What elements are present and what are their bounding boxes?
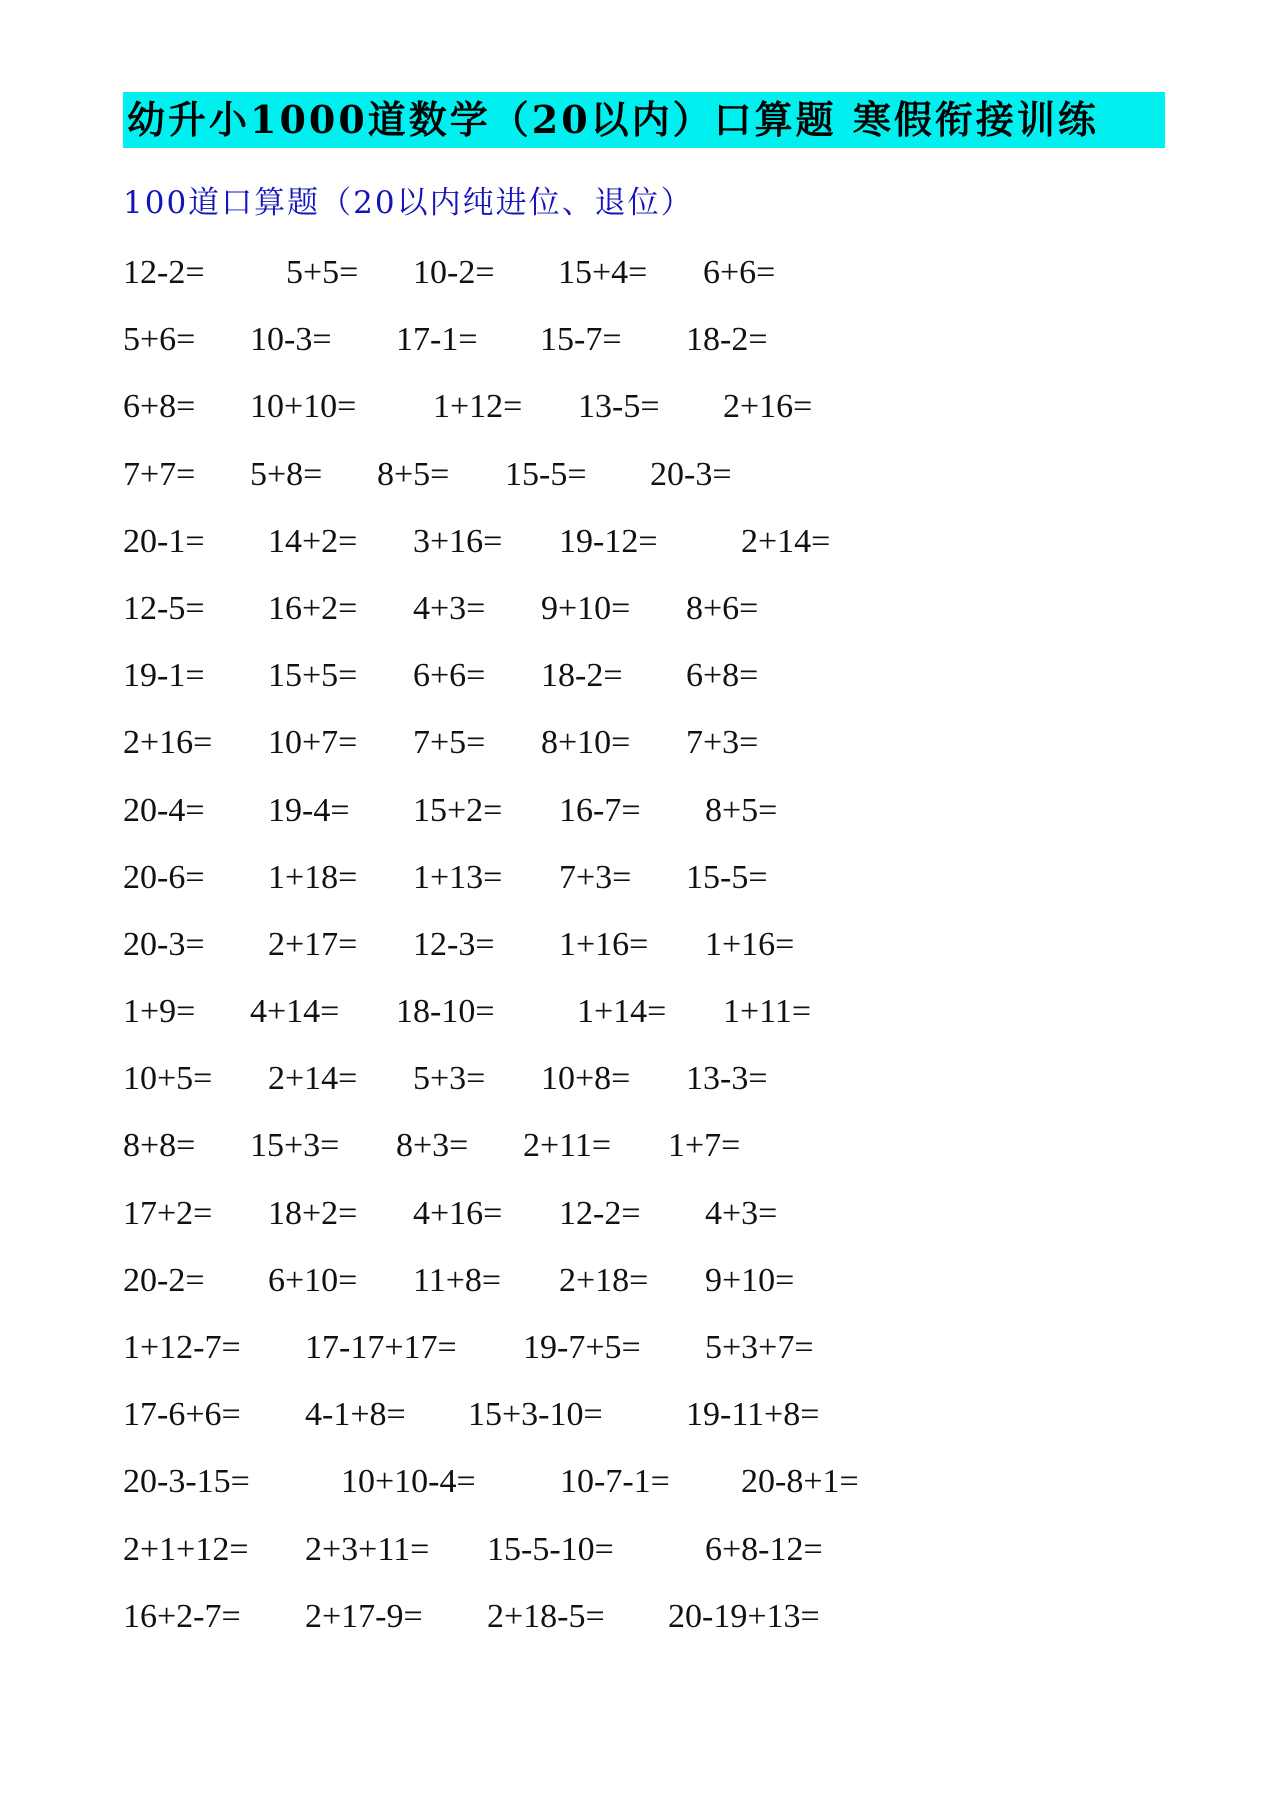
problem-row	[123, 1462, 1183, 1529]
problem-item: 13-3=	[686, 1060, 768, 1098]
section-subtitle: 100道口算题（20以内纯进位、退位）	[123, 185, 694, 221]
problem-row	[123, 455, 1183, 522]
problem-item: 17-17+17=	[305, 1329, 457, 1366]
problem-row	[123, 1059, 1183, 1126]
problem-row	[123, 320, 1183, 387]
problem-item: 6+8-12=	[705, 1530, 823, 1568]
problem-item: 5+5=	[286, 254, 359, 291]
problem-item: 12-3=	[413, 925, 495, 963]
problem-list	[123, 253, 1183, 1664]
problem-row	[123, 387, 1183, 454]
problem-row	[123, 253, 1183, 320]
problem-item: 19-4=	[268, 791, 350, 829]
problem-item: 2+17-9=	[305, 1597, 423, 1635]
problem-item: 15-5=	[505, 455, 587, 493]
problem-item: 4+3=	[413, 589, 486, 627]
problem-item: 18-10=	[396, 993, 495, 1031]
problem-item: 6+6=	[703, 254, 776, 291]
problem-item: 10+10=	[250, 388, 357, 426]
problem-item: 11+8=	[413, 1261, 502, 1299]
problem-row	[123, 1328, 1183, 1395]
problem-item: 4+14=	[250, 993, 340, 1031]
problem-item: 2+16=	[723, 388, 813, 426]
problem-item: 20-1=	[123, 522, 205, 560]
problem-row	[123, 723, 1183, 790]
problem-item: 4+3=	[705, 1194, 778, 1232]
problem-item: 7+3=	[686, 724, 759, 762]
problem-item: 1+7=	[668, 1127, 741, 1165]
problem-item: 2+18=	[559, 1261, 649, 1299]
problem-item: 2+14=	[268, 1060, 358, 1098]
problem-item: 19-7+5=	[523, 1329, 641, 1366]
problem-item: 17-6+6=	[123, 1396, 241, 1434]
problem-item: 1+13=	[413, 858, 503, 896]
problem-row	[123, 791, 1183, 858]
problem-item: 16+2=	[268, 589, 358, 627]
problem-row	[123, 589, 1183, 656]
problem-row	[123, 522, 1183, 589]
problem-item: 10+7=	[268, 724, 358, 762]
problem-item: 8+5=	[377, 455, 450, 493]
problem-item: 19-12=	[559, 522, 658, 560]
problem-item: 15+3=	[250, 1127, 340, 1165]
problem-item: 20-19+13=	[668, 1597, 820, 1635]
problem-item: 13-5=	[578, 388, 660, 426]
problem-item: 15+4=	[558, 254, 648, 291]
problem-item: 20-3=	[123, 925, 205, 963]
problem-item: 7+7=	[123, 455, 196, 493]
problem-item: 17+2=	[123, 1194, 213, 1232]
problem-item: 10-7-1=	[560, 1463, 670, 1501]
problem-item: 4+16=	[413, 1194, 503, 1232]
problem-row	[123, 858, 1183, 925]
problem-item: 15+2=	[413, 791, 503, 829]
problem-item: 6+8=	[686, 657, 759, 695]
problem-item: 17-1=	[396, 321, 478, 359]
problem-item: 16-7=	[559, 791, 641, 829]
problem-item: 18-2=	[541, 657, 623, 695]
problem-item: 20-3=	[650, 455, 732, 493]
problem-item: 8+5=	[705, 791, 778, 829]
problem-row	[123, 925, 1183, 992]
problem-item: 15+5=	[268, 657, 358, 695]
problem-row	[123, 992, 1183, 1059]
problem-item: 12-2=	[559, 1194, 641, 1232]
problem-item: 15-5-10=	[487, 1530, 614, 1568]
problem-item: 5+3+7=	[705, 1329, 814, 1366]
problem-item: 2+18-5=	[487, 1597, 605, 1635]
problem-item: 20-6=	[123, 858, 205, 896]
problem-item: 8+3=	[396, 1127, 469, 1165]
problem-item: 10+5=	[123, 1060, 213, 1098]
problem-item: 7+3=	[559, 858, 632, 896]
problem-item: 1+18=	[268, 858, 358, 896]
problem-item: 8+10=	[541, 724, 631, 762]
problem-item: 2+3+11=	[305, 1530, 430, 1568]
problem-item: 8+6=	[686, 589, 759, 627]
problem-item: 6+8=	[123, 388, 196, 426]
problem-item: 6+10=	[268, 1261, 358, 1299]
problem-item: 10-3=	[250, 321, 332, 359]
problem-item: 6+6=	[413, 657, 486, 695]
problem-item: 3+16=	[413, 522, 503, 560]
problem-item: 4-1+8=	[305, 1396, 406, 1434]
problem-item: 2+1+12=	[123, 1530, 249, 1568]
problem-item: 19-1=	[123, 657, 205, 695]
problem-item: 10+10-4=	[341, 1463, 476, 1501]
problem-item: 2+14=	[741, 522, 831, 560]
problem-item: 2+17=	[268, 925, 358, 963]
problem-item: 1+12=	[433, 388, 523, 426]
problem-item: 18-2=	[686, 321, 768, 359]
problem-item: 1+11=	[723, 993, 812, 1031]
problem-item: 2+11=	[523, 1127, 612, 1165]
problem-item: 9+10=	[705, 1261, 795, 1299]
problem-row	[123, 656, 1183, 723]
problem-item: 15-7=	[540, 321, 622, 359]
problem-item: 18+2=	[268, 1194, 358, 1232]
problem-item: 5+6=	[123, 321, 196, 359]
problem-row	[123, 1597, 1183, 1664]
page-title: 幼升小1000道数学（20以内）口算题 寒假衔接训练	[127, 97, 1099, 142]
problem-item: 14+2=	[268, 522, 358, 560]
problem-item: 1+12-7=	[123, 1329, 241, 1366]
problem-item: 10+8=	[541, 1060, 631, 1098]
problem-item: 5+8=	[250, 455, 323, 493]
problem-row	[123, 1126, 1183, 1193]
problem-row	[123, 1194, 1183, 1261]
problem-item: 20-8+1=	[741, 1463, 859, 1501]
problem-item: 8+8=	[123, 1127, 196, 1165]
problem-item: 16+2-7=	[123, 1597, 241, 1635]
problem-item: 12-5=	[123, 589, 205, 627]
problem-item: 1+16=	[559, 925, 649, 963]
problem-item: 12-2=	[123, 254, 205, 291]
problem-item: 20-2=	[123, 1261, 205, 1299]
problem-item: 9+10=	[541, 589, 631, 627]
problem-item: 1+9=	[123, 993, 196, 1031]
problem-row	[123, 1261, 1183, 1328]
problem-item: 10-2=	[413, 254, 495, 291]
problem-item: 7+5=	[413, 724, 486, 762]
problem-item: 5+3=	[413, 1060, 486, 1098]
problem-item: 15+3-10=	[468, 1396, 603, 1434]
problem-item: 20-4=	[123, 791, 205, 829]
problem-item: 1+16=	[705, 925, 795, 963]
problem-row	[123, 1530, 1183, 1597]
problem-row	[123, 1395, 1183, 1462]
problem-item: 2+16=	[123, 724, 213, 762]
problem-item: 15-5=	[686, 858, 768, 896]
problem-item: 19-11+8=	[686, 1396, 820, 1434]
problem-item: 20-3-15=	[123, 1463, 250, 1501]
problem-item: 1+14=	[577, 993, 667, 1031]
